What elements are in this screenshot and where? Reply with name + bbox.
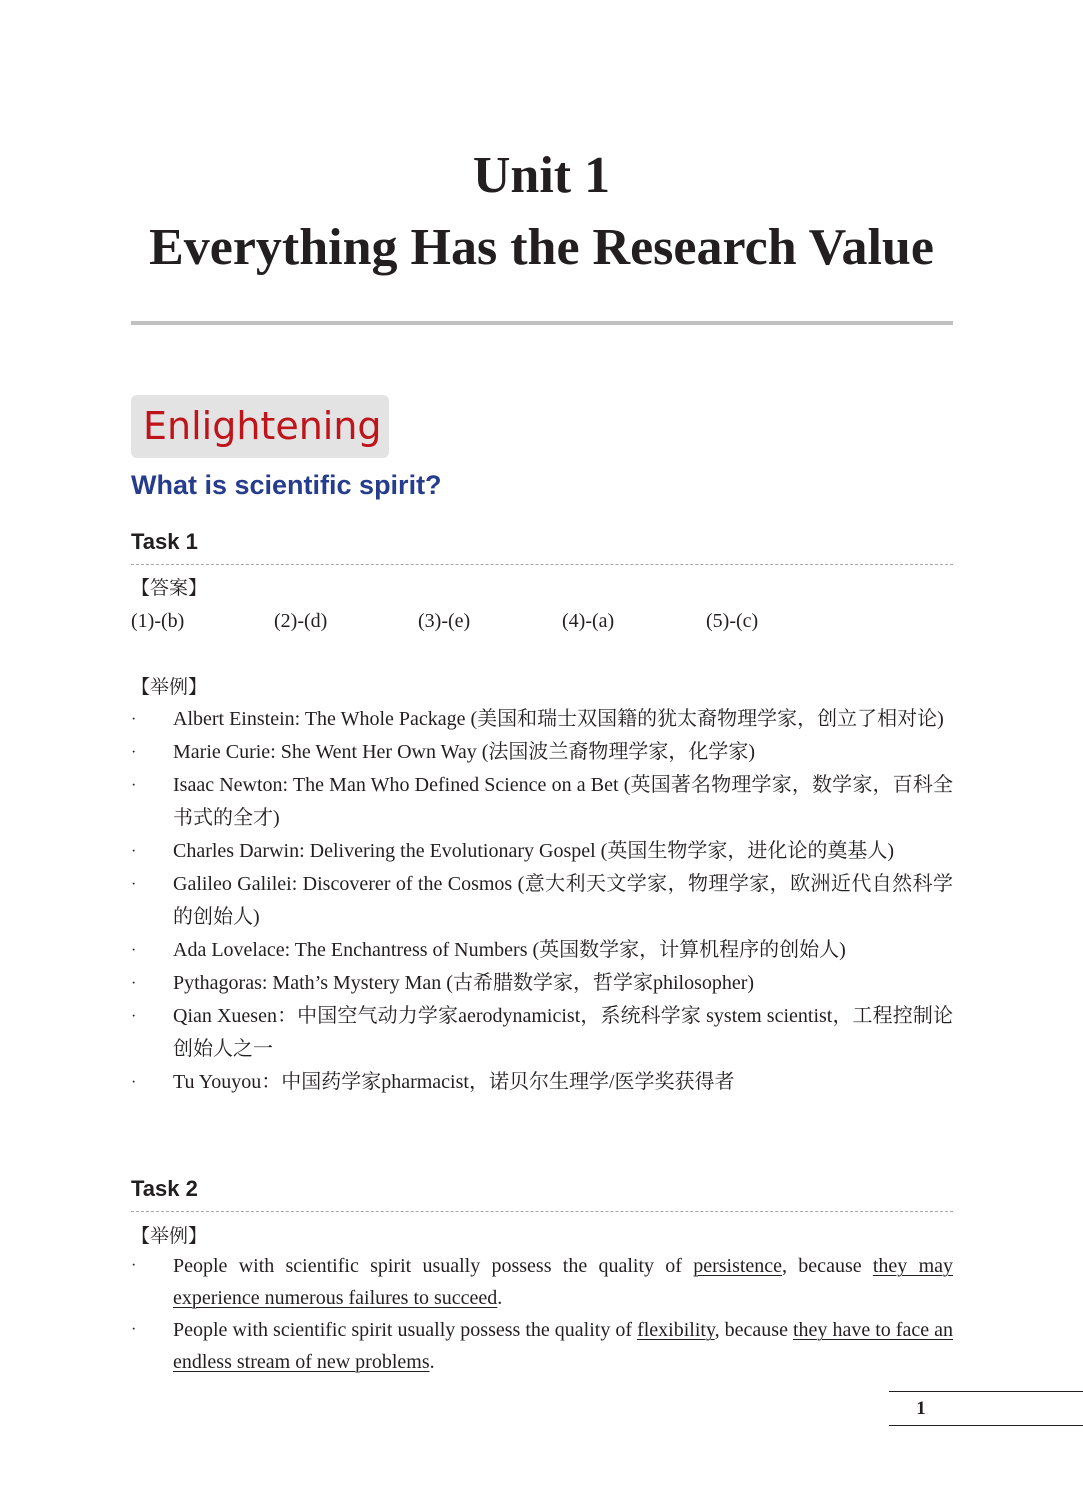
list-item bbox=[131, 1066, 953, 1099]
reason-text: they have to face an endless stream of new problems bbox=[173, 1319, 953, 1373]
task1-example-tag: 【举例】 bbox=[131, 676, 208, 698]
task1-answer-row bbox=[131, 606, 953, 636]
page-number: 1 bbox=[916, 1398, 926, 1419]
section-question: What is scientific spirit? bbox=[131, 470, 442, 500]
task2-heading: Task 2 bbox=[131, 1176, 198, 1201]
bullet-glyph: · bbox=[131, 942, 137, 959]
sentence-suffix: . bbox=[429, 1351, 435, 1373]
quality-word: persistence bbox=[693, 1255, 783, 1277]
unit-number: Unit 1 bbox=[472, 147, 611, 204]
task2-divider bbox=[131, 1211, 953, 1212]
bullet-glyph: · bbox=[131, 711, 137, 728]
bullet-glyph: · bbox=[131, 975, 137, 992]
answer-item: (4)-(a) bbox=[562, 610, 615, 632]
example-text: Albert Einstein: The Whole Package (美国和瑞士双国籍的犹太裔物理学家，创立了相对论) bbox=[173, 708, 944, 730]
list-item bbox=[131, 1250, 953, 1314]
bullet-glyph: · bbox=[131, 1257, 137, 1274]
bullet-glyph: · bbox=[131, 744, 137, 761]
sentence-prefix: People with scientific spirit usually possess the quality of bbox=[173, 1319, 638, 1341]
list-item bbox=[131, 736, 953, 769]
sentence-middle: , because bbox=[782, 1255, 873, 1277]
sentence-suffix: . bbox=[497, 1287, 503, 1309]
answer-item: (5)-(c) bbox=[706, 610, 759, 632]
bullet-glyph: · bbox=[131, 1008, 137, 1025]
section-badge-label: Enlightening bbox=[143, 404, 382, 448]
task1-divider bbox=[131, 564, 953, 565]
bullet-glyph: · bbox=[131, 876, 137, 893]
answer-item: (2)-(d) bbox=[274, 610, 328, 632]
list-item bbox=[131, 868, 953, 934]
task1-example-list bbox=[131, 703, 953, 1099]
quality-word: flexibility bbox=[637, 1319, 715, 1341]
bullet-glyph: · bbox=[131, 1074, 137, 1091]
bullet-glyph: · bbox=[131, 777, 137, 794]
task2-example-tag: 【举例】 bbox=[131, 1225, 208, 1247]
answer-item: (1)-(b) bbox=[131, 610, 185, 632]
unit-title: Everything Has the Research Value bbox=[149, 219, 934, 276]
example-text: Galileo Galilei: Discoverer of the Cosmos (意大利天文学家，物理学家，欧洲近代自然科学的创始人) bbox=[173, 873, 953, 928]
list-item bbox=[131, 934, 953, 967]
answer-item: (3)-(e) bbox=[418, 610, 471, 632]
list-item bbox=[131, 1000, 953, 1066]
list-item bbox=[131, 835, 953, 868]
sentence-prefix: People with scientific spirit usually possess the quality of bbox=[173, 1255, 694, 1277]
bullet-glyph: · bbox=[131, 843, 137, 860]
task2-example-list bbox=[131, 1250, 953, 1378]
task1-heading: Task 1 bbox=[131, 529, 198, 554]
example-text: Ada Lovelace: The Enchantress of Numbers (英国数学家，计算机程序的创始人) bbox=[173, 939, 846, 961]
sentence-middle: , because bbox=[714, 1319, 793, 1341]
example-text: Charles Darwin: Delivering the Evolutionary Gospel (英国生物学家，进化论的奠基人) bbox=[173, 840, 894, 862]
list-item bbox=[131, 967, 953, 1000]
list-item bbox=[131, 1314, 953, 1378]
example-text: Tu Youyou：中国药学家pharmacist，诺贝尔生理学/医学奖获得者 bbox=[173, 1071, 735, 1093]
section-badge bbox=[131, 395, 389, 458]
footer-rule-top bbox=[889, 1391, 1083, 1392]
footer-rule-bottom bbox=[889, 1425, 1083, 1426]
list-item bbox=[131, 769, 953, 835]
reason-text: they may experience numerous failures to succeed bbox=[173, 1255, 954, 1309]
bullet-glyph: · bbox=[131, 1321, 137, 1338]
example-text: Marie Curie: She Went Her Own Way (法国波兰裔物理学家，化学家) bbox=[173, 741, 756, 763]
list-item bbox=[131, 703, 953, 736]
task1-answer-tag: 【答案】 bbox=[131, 577, 208, 599]
example-text: Isaac Newton: The Man Who Defined Science on a Bet (英国著名物理学家，数学家，百科全书式的全才) bbox=[173, 774, 953, 829]
example-text: Qian Xuesen：中国空气动力学家aerodynamicist，系统科学家 system scientist，工程控制论创始人之一 bbox=[173, 1005, 953, 1060]
example-text: Pythagoras: Math’s Mystery Man (古希腊数学家，哲学家philosopher) bbox=[173, 972, 755, 994]
title-divider bbox=[131, 321, 953, 325]
